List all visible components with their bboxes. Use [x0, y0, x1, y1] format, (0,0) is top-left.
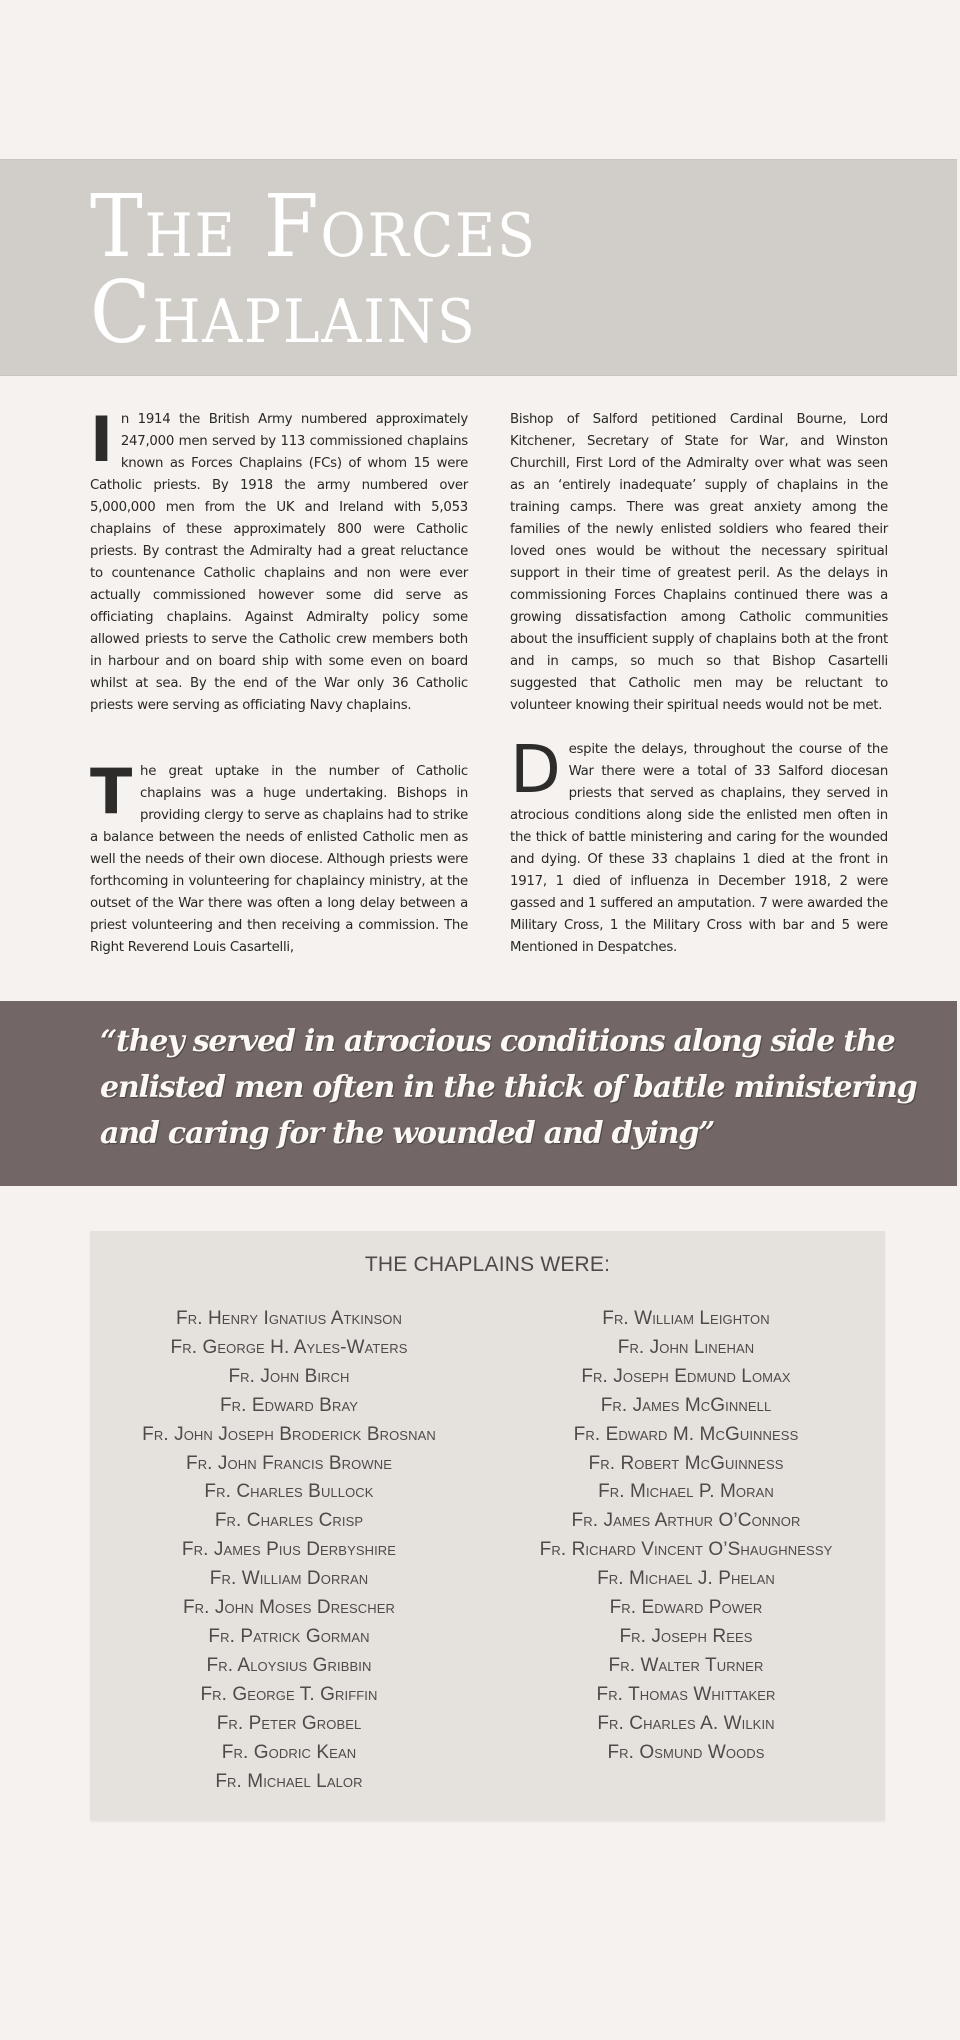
chaplains-list-panel	[90, 1231, 885, 1820]
chaplain-name: Fr. James Pius Derbyshire	[181, 1539, 397, 1561]
chaplain-name: Fr. George H. Ayles-Waters	[170, 1336, 408, 1358]
chaplain-name: Fr. James McGinnell	[600, 1394, 772, 1416]
chaplain-name: Fr. Edward M. McGuinness	[573, 1423, 799, 1445]
chaplain-name: Fr. Charles Crisp	[214, 1510, 364, 1532]
chaplain-name: Fr. James Arthur O’Connor	[571, 1510, 801, 1532]
salford-chaplains-paragraph	[510, 731, 888, 959]
chaplain-name: Fr. Charles Bullock	[204, 1481, 374, 1503]
chaplain-name: Fr. William Dorran	[209, 1568, 369, 1590]
drop-cap: D	[510, 731, 561, 808]
chaplain-name: Fr. John Linehan	[617, 1336, 755, 1358]
chaplain-name: Fr. Edward Power	[609, 1597, 763, 1619]
pull-quote: “they served in atrocious conditions along side the enlisted men often in the thick of battle ministering and caring for the wounded and dying”	[100, 1024, 917, 1151]
bishop-petition-paragraph	[510, 409, 888, 717]
paragraph-text: Bishop of Salford petitioned Cardinal Bourne, Lord Kitchener, Secretary of State for War, and Winston Churchill, First Lord of the Admiralty over what was seen as an ‘entirely inadequate’ supply of chaplains in the training camps. There was great anxiety among the families of the newly enlisted soldiers who feared their loved ones would be without the necessary spiritual support in their time of greatest peril. As the delays in commissioning Forces Chaplains continued there was a growing dissatisfaction among Catholic communities about the insufficient supply of chaplains both at the front and in camps, so much so that Bishop Casartelli suggested that Catholic men may be reluctant to volunteer knowing their spiritual needs would not be met.	[510, 412, 888, 713]
drop-cap: I	[90, 403, 113, 476]
chaplain-name: Fr. Edward Bray	[219, 1394, 359, 1416]
pull-quote-banner	[0, 1001, 957, 1186]
chaplain-name: Fr. Michael P. Moran	[598, 1481, 774, 1503]
page-title	[90, 177, 537, 363]
chaplain-name: Fr. Osmund Woods	[607, 1741, 765, 1763]
chaplain-name: Fr. John Birch	[228, 1365, 350, 1387]
chaplain-name: Fr. John Joseph Broderick Brosnan	[142, 1423, 436, 1445]
chaplain-name: Fr. Michael Lalor	[215, 1770, 363, 1792]
drop-cap: T	[90, 755, 133, 828]
chaplain-name: Fr. Peter Grobel	[216, 1712, 362, 1734]
intro-paragraph	[90, 403, 468, 717]
chaplain-name: Fr. Walter Turner	[608, 1654, 764, 1676]
chaplain-name: Fr. Robert McGuinness	[588, 1452, 784, 1474]
paragraph-text: n 1914 the British Army numbered approximately 247,000 men served by 113 commissioned chaplains known as Forces Chaplains (FCs) of whom 15 were Catholic priests. By 1918 the army numbered over 5,000,000 men from the UK and Ireland with 5,053 chaplains of these approximately 800 were Catholic priests. By contrast the Admiralty had a great reluctance to countenance Catholic chaplains and non were ever actually commissioned however some did serve as officiating chaplains. Against Admiralty policy some allowed priests to serve the Catholic crew members both in harbour and on board ship with some even on board whilst at sea. By the end of the War only 36 Catholic priests were serving as officiating Navy chaplains.	[90, 412, 468, 713]
chaplain-name: Fr. Henry Ignatius Atkinson	[176, 1308, 402, 1329]
chaplain-name: Fr. John Francis Browne	[185, 1452, 393, 1474]
chaplain-name: Fr. Patrick Gorman	[208, 1625, 370, 1647]
page-title-line-1: The Forces	[90, 177, 537, 277]
paragraph-text: espite the delays, throughout the course of the War there were a total of 33 Salford diocesan priests that served as chaplains, they served in atrocious conditions along side the enlisted men often in the thick of battle ministering and caring for the wounded and dying. Of these 33 chaplains 1 died at the front in 1917, 1 died of influenza in December 1918, 2 were gassed and 1 suffered an amputation. 7 were awarded the Military Cross, 1 the Military Cross with bar and 5 were Mentioned in Despatches.	[510, 742, 888, 955]
page-title-line-2: Chaplains	[90, 263, 477, 363]
title-banner	[0, 159, 957, 376]
chaplain-name: Fr. Aloysius Gribbin	[206, 1654, 372, 1676]
chaplain-name: Fr. Joseph Edmund Lomax	[581, 1365, 791, 1387]
chaplain-name: Fr. Thomas Whittaker	[596, 1683, 776, 1705]
chaplain-name: Fr. George T. Griffin	[200, 1683, 378, 1705]
paragraph-text: he great uptake in the number of Catholic chaplains was a huge undertaking. Bishops in providing clergy to serve as chaplains had to strike a balance between the needs of enlisted Catholic men as well the needs of their own diocese. Although priests were forthcoming in volunteering for chaplaincy ministry, at the outset of the War there was often a long delay between a priest volunteering and then receiving a commission. The Right Reverend Louis Casartelli,	[90, 764, 468, 955]
chaplain-name: Fr. Joseph Rees	[619, 1625, 753, 1647]
uptake-paragraph	[90, 755, 468, 959]
chaplains-list-left	[90, 1305, 488, 1796]
chaplain-name: Fr. Charles A. Wilkin	[597, 1712, 775, 1734]
chaplain-name: Fr. William Leighton	[602, 1308, 770, 1329]
chaplains-heading: THE CHAPLAINS WERE:	[364, 1253, 611, 1276]
chaplain-name: Fr. John Moses Drescher	[182, 1597, 396, 1619]
chaplain-name: Fr. Godric Kean	[221, 1741, 357, 1763]
chaplain-name: Fr. Michael J. Phelan	[597, 1568, 775, 1590]
chaplain-name: Fr. Richard Vincent O’Shaughnessy	[539, 1539, 833, 1561]
chaplains-list-right	[487, 1305, 885, 1768]
